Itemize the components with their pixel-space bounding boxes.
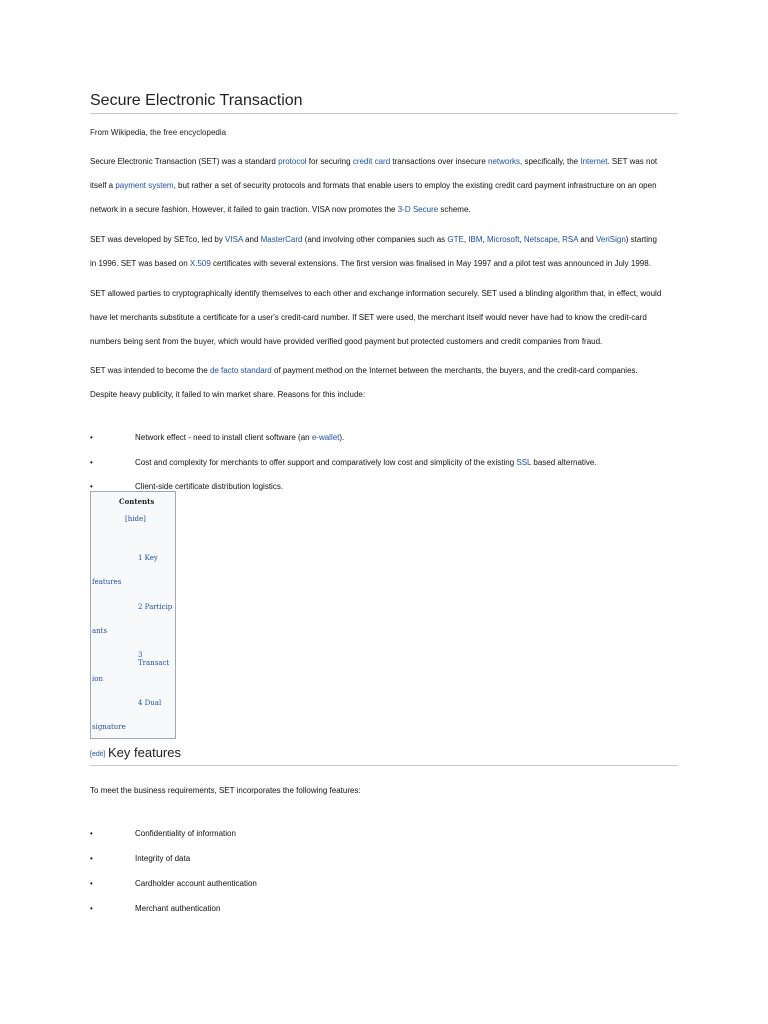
bullet-icon: • [90,433,93,442]
adoption-line-2: Despite heavy publicity, it failed to win market share. Reasons for this include: [90,390,366,399]
toc-item-key-features[interactable]: 1 Key [138,554,158,562]
history-line-2: in 1996. SET was based on X.509 certificates with several extensions. The first version was finalised in May 1997 and a pilot test was announced in July 1998. [90,259,651,268]
section-heading: Key features [108,745,181,760]
link-3d-secure[interactable]: 3-D Secure [397,205,439,214]
link-de-facto-standard[interactable]: de facto standard [209,366,272,375]
security-line-2: have let merchants substitute a certificate for a user's credit-card number. If SET were used, the merchant itself would never have had to know the credit-card [90,313,647,322]
link-microsoft[interactable]: Microsoft [487,235,520,244]
edit-section-link[interactable]: [edit] [90,751,106,758]
link-visa[interactable]: VISA [225,235,243,244]
link-protocol[interactable]: protocol [278,157,307,166]
toc-item-key-features-wrap[interactable]: features [92,578,122,586]
link-networks[interactable]: networks [488,157,521,166]
toc-item-dual-signature-wrap[interactable]: signature [92,723,126,731]
link-internet[interactable]: Internet [580,157,608,166]
bullet-icon: • [90,879,93,888]
features-intro: To meet the business requirements, SET incorporates the following features: [90,786,361,795]
link-verisign[interactable]: VeriSign [595,235,626,244]
bullet-icon: • [90,904,93,913]
link-credit-card[interactable]: credit card [352,157,391,166]
history-paragraph [90,228,690,276]
security-line-3: numbers being sent from the buyer, which would have provided verified good payment but protected customers and credit companies from fraud. [90,337,603,346]
security-paragraph [90,282,690,354]
link-ssl[interactable]: SSL [516,458,532,467]
toc-item-participants[interactable]: 2 Particip [138,603,173,611]
security-line-1: SET allowed parties to cryptographically identify themselves to each other and exchange information securely. SET used a blinding algorithm that, in effect, would [90,289,662,298]
bullet-icon: • [90,458,93,467]
section-key-features [90,745,678,766]
link-gte[interactable]: GTE [447,235,464,244]
bullet-icon: • [90,854,93,863]
adoption-line-1: SET was intended to become the de facto standard of payment method on the Internet between the merchants, the buyers, and the credit-card companies. [90,366,638,375]
link-rsa[interactable]: RSA [562,235,579,244]
history-line-1: SET was developed by SETco, led by VISA and MasterCard (and involving other companies such as GTE, IBM, Microsoft, Netscape, RSA and VeriSign) starting [90,235,657,244]
bullet-icon: • [90,829,93,838]
toc-item-transaction-wrap[interactable]: ion [92,675,103,683]
link-mastercard[interactable]: MasterCard [260,235,303,244]
intro-line-3: network in a secure fashion. However, it failed to gain traction. VISA now promotes the 3-D Secure scheme. [90,205,471,214]
toc-item-participants-wrap[interactable]: ants [92,627,108,635]
intro-paragraph [90,150,690,222]
toc-title: Contents [119,497,155,506]
link-payment-system[interactable]: payment system [115,181,174,190]
table-of-contents [90,491,176,739]
toc-hide-toggle[interactable]: [hide] [125,515,146,523]
page-tagline: From Wikipedia, the free encyclopedia [90,128,227,137]
link-netscape[interactable]: Netscape [523,235,558,244]
link-e-wallet[interactable]: e-wallet [311,433,340,442]
intro-line-1: Secure Electronic Transaction (SET) was a standard protocol for securing credit card transactions over insecure networks, specifically, the Internet. SET was not [90,157,658,166]
link-ibm[interactable]: IBM [468,235,483,244]
intro-line-2: itself a payment system, but rather a set of security protocols and formats that enable users to employ the existing credit card payment infrastructure on an open [90,181,657,190]
bullet-icon: • [90,482,93,491]
toc-item-dual-signature[interactable]: 4 Dual [138,699,162,707]
page-title: Secure Electronic Transaction [90,92,678,114]
link-x509[interactable]: X.509 [189,259,211,268]
toc-item-transaction[interactable]: 3 Transact [138,651,170,667]
adoption-paragraph [90,359,690,407]
